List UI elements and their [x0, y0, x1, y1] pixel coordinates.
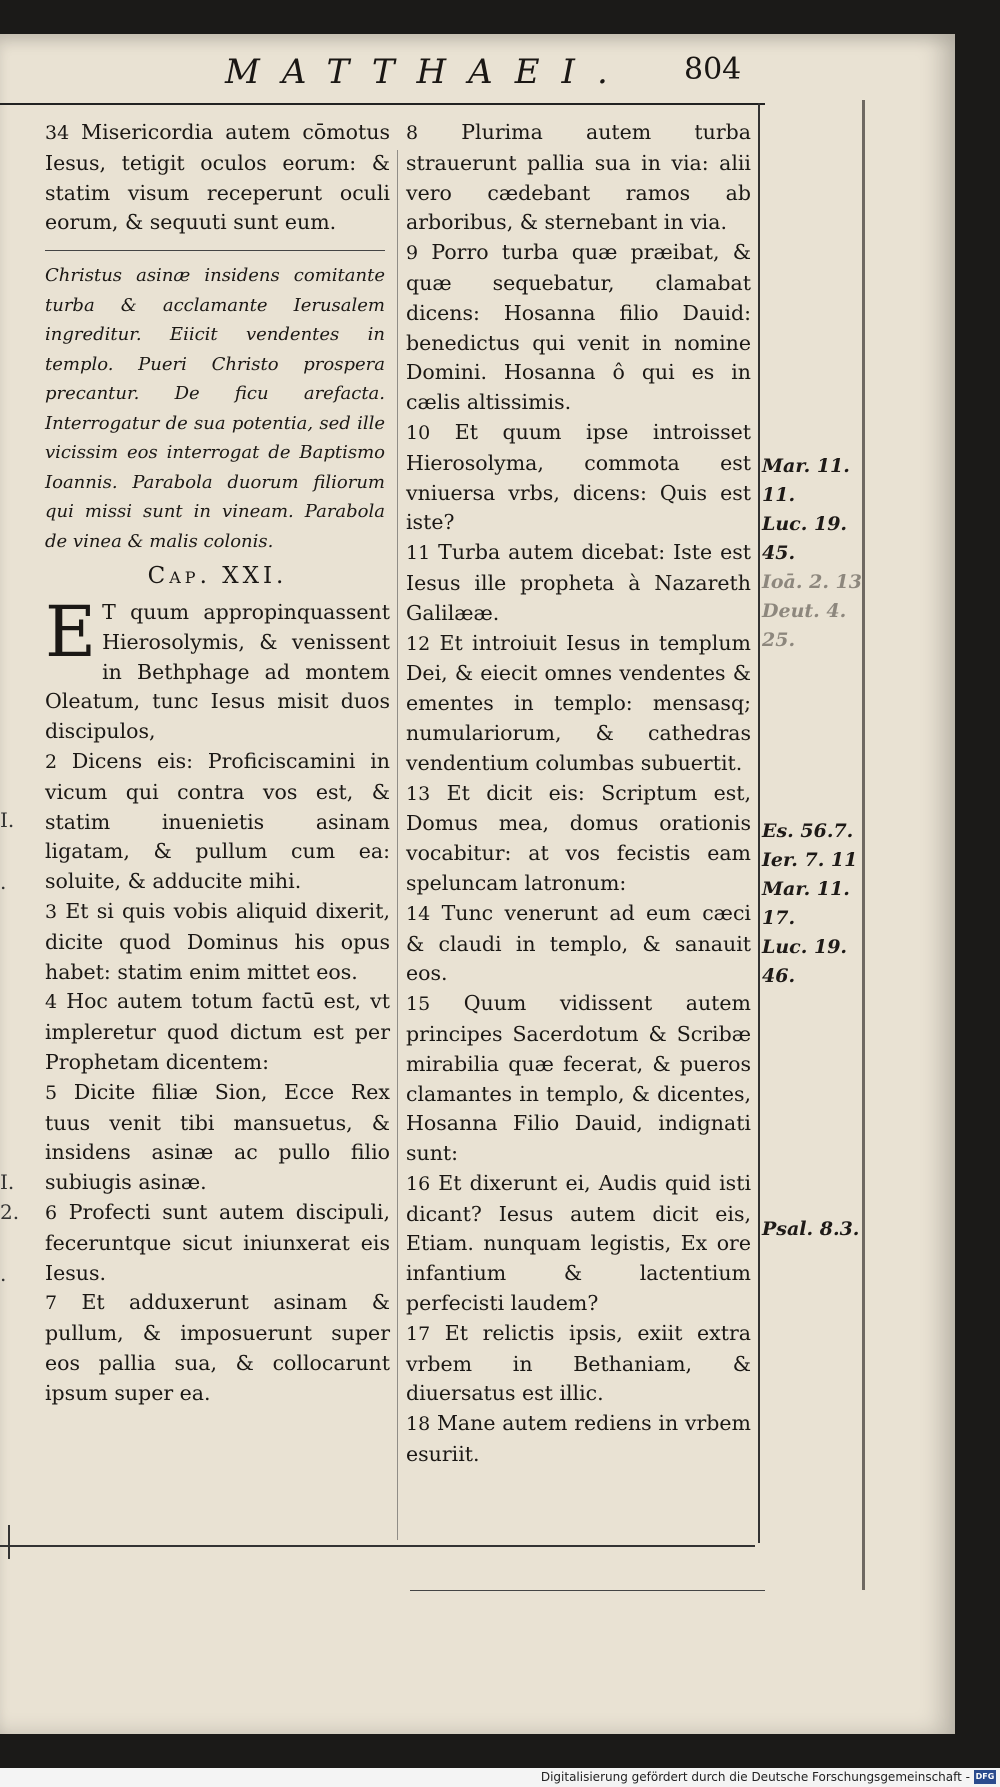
verse-number: 4	[45, 991, 58, 1014]
verse-number: 17	[406, 1322, 431, 1345]
verse-text: Et relictis ipsis, exiit extra vrbem in Bethaniam, & diuersatus est illic.	[406, 1320, 751, 1406]
verse	[406, 899, 751, 989]
verse-text: Porro turba quæ præibat, & quæ sequebatur, clamabat dicens: Hosanna filio Dauid: benedictus qui venit in nomine Domini. Hosanna ô qui es in cælis altissimis.	[406, 240, 751, 415]
verse	[45, 1198, 390, 1288]
bottom-rule-secondary	[410, 1590, 765, 1591]
edge-mark: 2.	[0, 1200, 20, 1224]
verse-text: Misericordia autem cōmotus Iesus, tetigit oculos eorum: & statim visum receperunt oculi eorum, & sequuti sunt eum.	[45, 120, 390, 235]
margin-reference: 46.	[762, 965, 796, 987]
verse-number: 18	[406, 1413, 431, 1436]
verse-text: Turba autem dicebat: Iste est Iesus ille propheta à Nazareth Galilææ.	[406, 540, 751, 625]
verse-number: 2	[45, 750, 58, 773]
edge-mark: .	[0, 870, 7, 894]
verse-text: Quum vidissent autem principes Sacerdotum & Scribæ mirabilia quæ fecerat, & pueros clamantes in templo, & dicentes, Hosanna Filio Dauid, indignati sunt:	[406, 991, 751, 1166]
verse	[45, 118, 390, 238]
left-rule-fragment	[8, 1525, 10, 1559]
margin-reference: Ier. 7. 11	[762, 849, 858, 871]
verse	[45, 747, 390, 897]
verse-text: Et dicit eis: Scriptum est, Domus mea, domus orationis vocabitur: at vos fecistis eam speluncam latronum:	[406, 780, 751, 895]
verse-number: 10	[406, 421, 431, 444]
verse-text: Et si quis vobis aliquid dixerit, dicite quod Dominus his opus habet: statim enim mittet eos.	[45, 898, 390, 984]
opening-text: T quum appropinquassent Hierosolymis, & venissent in Bethphage ad montem Oleatum, tunc Iesus misit duos discipulos,	[45, 599, 390, 744]
verse	[45, 987, 390, 1077]
verse	[406, 1169, 751, 1319]
verse	[406, 118, 751, 238]
verse-number: 12	[406, 632, 431, 655]
chapter-opening	[45, 590, 390, 747]
margin-reference: Mar. 11.	[762, 455, 850, 477]
margin-reference: Psal. 8.3.	[762, 1218, 860, 1240]
left-column	[45, 118, 390, 1409]
chapter-heading: Cap. XXI.	[147, 563, 288, 590]
verse-text: Dicite filiæ Sion, Ecce Rex tuus venit tibi mansuetus, & insidens asinæ ac pullo filio subiugis asinæ.	[45, 1079, 390, 1195]
outer-margin-rule	[862, 100, 865, 1590]
verse-number: 13	[406, 782, 431, 805]
margin-notes-group-2	[762, 817, 862, 991]
verse-number: 34	[45, 122, 70, 144]
edge-mark: I.	[0, 808, 15, 832]
verse-text: Et introiuit Iesus in templum Dei, & eiecit omnes vendentes & ementes in templo: mensasq; numulariorum, & cathedras vendentium columbas subuertit.	[406, 630, 751, 775]
verse-number: 3	[45, 900, 58, 923]
column-separator	[397, 150, 398, 1540]
margin-reference: 25.	[762, 629, 796, 651]
verse-number: 7	[45, 1292, 58, 1315]
margin-reference: 17.	[762, 907, 796, 929]
verse-number: 16	[406, 1172, 431, 1195]
margin-reference: 11.	[762, 484, 796, 506]
verse-number: 15	[406, 993, 431, 1016]
running-title: MATTHAEI.	[225, 52, 630, 92]
margin-reference: Luc. 19.	[762, 936, 848, 958]
digitization-credit: Digitalisierung gefördert durch die Deutsche Forschungsgemeinschaft -	[540, 1770, 970, 1784]
margin-reference: 45.	[762, 542, 796, 564]
margin-notes-group-3	[762, 1215, 862, 1244]
right-column	[406, 118, 751, 1470]
verse-text: Tunc venerunt ad eum cæci & claudi in templo, & sanauit eos.	[406, 900, 751, 986]
dropcap-letter: E	[45, 590, 97, 673]
verse-text: Et quum ipse introisset Hierosolyma, commota est vniuersa vrbs, dicens: Quis est iste?	[406, 419, 751, 535]
verse-text: Et dixerunt ei, Audis quid isti dicant? Iesus autem dicit eis, Etiam. nunquam legistis, Ex ore infantium & lactentium perfecisti laudem?	[406, 1170, 751, 1316]
verse-number: 11	[406, 542, 431, 565]
verse-number: 9	[406, 242, 419, 265]
verse-text: Mane autem rediens in vrbem esuriit.	[406, 1411, 751, 1467]
verse	[45, 897, 390, 987]
verse-number: 8	[406, 122, 419, 144]
column-rule-right	[758, 103, 760, 1543]
verse	[406, 418, 751, 538]
verse-text: Et adduxerunt asinam & pullum, & imposuerunt super eos pallia sua, & collocarunt ipsum super ea.	[45, 1290, 390, 1405]
edge-mark: I.	[0, 1170, 15, 1194]
verse	[406, 238, 751, 418]
margin-reference: Deut. 4.	[762, 600, 847, 622]
verse	[45, 1078, 390, 1198]
verse-text: Hoc autem totum factū est, vt impleretur quod dictum est per Prophetam dicentem:	[45, 989, 390, 1074]
chapter-argument: Christus asinæ insidens comitante turba & acclamante Ierusalem ingreditur. Eiicit vendentes in templo. Pueri Christo prospera precantur. De ficu arefacta. Interrogatur de sua potentia, sed ille vicissim eos interrogat de Baptismo Ioannis. Parabola duorum filiorum qui missi sunt in vineam. Parabola de vinea & malis colonis.	[45, 250, 385, 556]
verse	[406, 538, 751, 628]
verse-text: Plurima autem turba strauerunt pallia sua in via: alii vero cædebant ramos ab arboribus, & sternebant in via.	[406, 120, 751, 235]
edge-mark: .	[0, 1262, 7, 1286]
top-rule	[0, 103, 765, 105]
verse	[45, 1288, 390, 1408]
verse-text: Dicens eis: Proficiscamini in vicum qui contra vos est, & statim inuenietis asinam ligatam, & pullum cum ea: soluite, & adducite mihi.	[45, 748, 390, 894]
verse	[406, 1319, 751, 1409]
margin-reference: Luc. 19.	[762, 513, 848, 535]
verse	[406, 1409, 751, 1470]
verse-number: 5	[45, 1081, 58, 1104]
verse	[406, 629, 751, 779]
verse	[406, 989, 751, 1169]
verse	[406, 779, 751, 899]
dfg-logo: DFG	[974, 1770, 996, 1784]
margin-reference: Ioā. 2. 13	[762, 571, 862, 593]
verse-number: 6	[45, 1201, 58, 1224]
margin-reference: Mar. 11.	[762, 878, 850, 900]
margin-notes-group-1	[762, 452, 862, 655]
page-number: 804	[684, 52, 742, 87]
verse-number: 14	[406, 902, 431, 925]
margin-reference: Es. 56.7.	[762, 820, 854, 842]
verse-text: Profecti sunt autem discipuli, feceruntque sicut iniunxerat eis Iesus.	[45, 1199, 390, 1285]
bottom-rule	[0, 1545, 755, 1547]
